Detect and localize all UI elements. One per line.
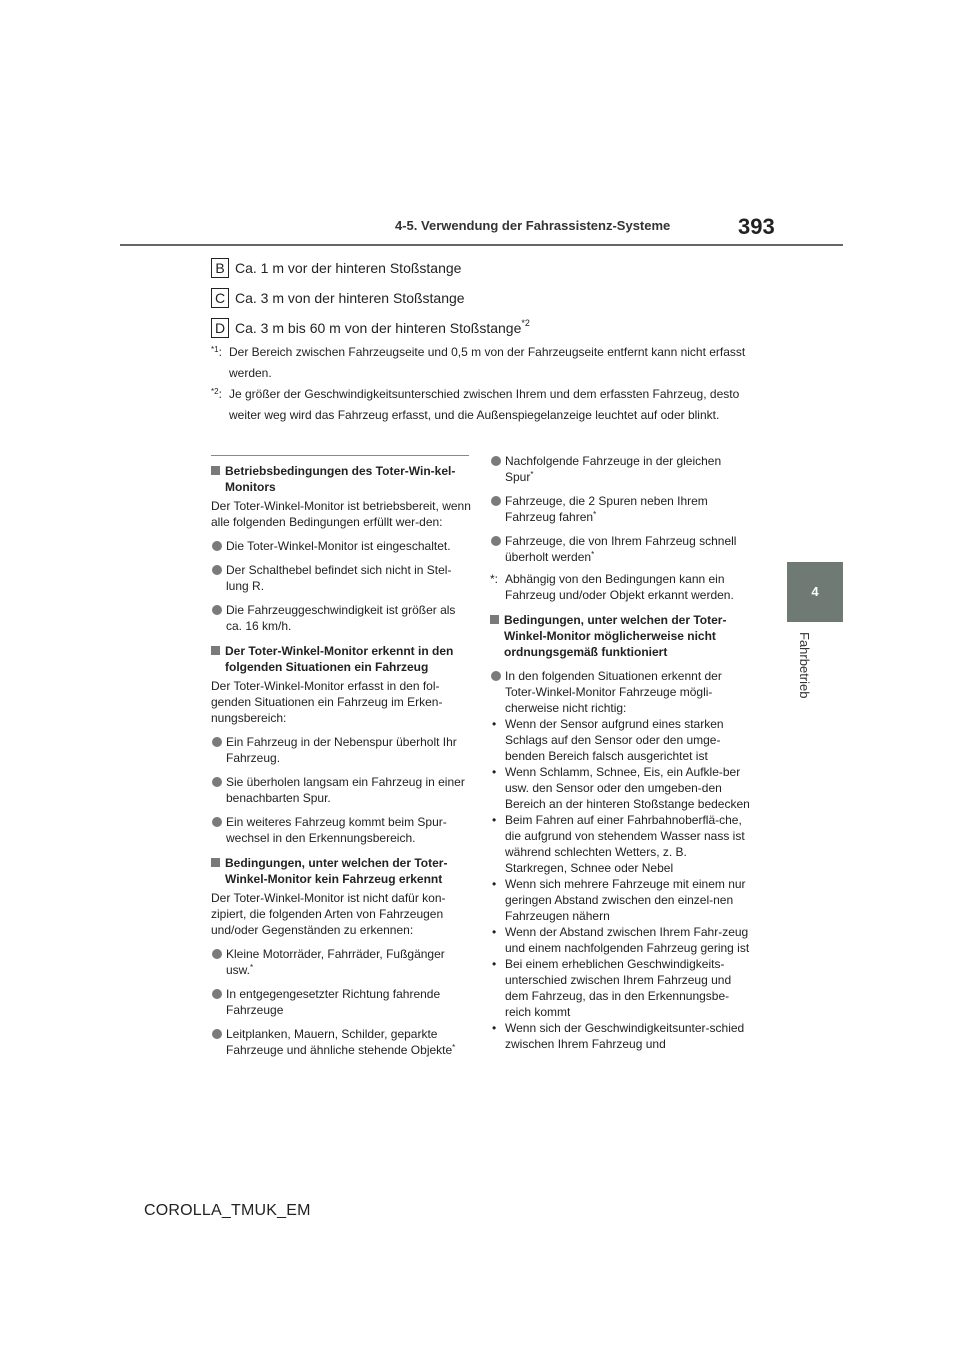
bullet-item: Nachfolgende Fahrzeuge in der gleichen Spur*	[490, 453, 750, 485]
footnote-1-mark: *1	[211, 345, 219, 354]
sub-item: • Wenn der Sensor aufgrund eines starken Schlags auf den Sensor oder den umge-benden Bereich falsch ausgerichtet ist	[492, 717, 724, 763]
right-column	[490, 453, 750, 1052]
sub-item: • Wenn der Abstand zwischen Ihrem Fahr-zeug und einem nachfolgenden Fahrzeug gering ist	[492, 925, 750, 955]
chapter-tab[interactable]: 4	[787, 562, 843, 622]
left-column	[211, 463, 471, 1058]
label-row-c	[211, 288, 465, 308]
section-title: 4-5. Verwendung der Fahrassistenz-Systeme	[395, 218, 671, 233]
label-b-box: B	[211, 258, 229, 278]
bullet-item: Fahrzeuge, die von Ihrem Fahrzeug schnell überholt werden*	[490, 533, 750, 565]
header-rule	[120, 244, 843, 246]
section-heading: Bedingungen, unter welchen der Toter-Winkel-Monitor möglicherweise nicht ordnungsgemäß funktioniert	[490, 612, 750, 660]
bullet-item: Ein weiteres Fahrzeug kommt beim Spur-wechsel in den Erkennungsbereich.	[211, 814, 471, 846]
bullet-item: Der Schalthebel befindet sich nicht in Stel-lung R.	[211, 562, 471, 594]
section-heading: Betriebsbedingungen des Toter-Win-kel-Monitors	[211, 463, 471, 495]
section-heading: Der Toter-Winkel-Monitor erkennt in den folgenden Situationen ein Fahrzeug	[211, 643, 471, 675]
document-code: COROLLA_TMUK_EM	[144, 1202, 311, 1219]
footnote-2-text: Je größer der Geschwindigkeitsunterschied zwischen Ihrem und dem erfassten Fahrzeug, desto weiter weg wird das Fahrzeug erfasst, und die Außenspiegelanzeige leuchtet auf oder blinkt.	[229, 387, 740, 422]
sub-item: • Wenn sich mehrere Fahrzeuge mit einem nur geringen Abstand zwischen den einzel-nen Fahrzeugen nähern	[492, 877, 746, 923]
sub-item: • Beim Fahren auf einer Fahrbahnoberflä-che, die aufgrund von stehendem Wasser nass ist während schlechten Wetters, z. B. Starkregen, Schnee oder Nebel	[492, 813, 745, 875]
bullet-item: Leitplanken, Mauern, Schilder, geparkte Fahrzeuge und ähnliche stehende Objekte*	[211, 1026, 471, 1058]
label-c-text: Ca. 3 m von der hinteren Stoßstange	[235, 290, 465, 306]
label-d-sup: *2	[521, 318, 530, 328]
section-heading: Bedingungen, unter welchen der Toter-Winkel-Monitor kein Fahrzeug erkennt	[211, 855, 471, 887]
label-b-text: Ca. 1 m vor der hinteren Stoßstange	[235, 260, 462, 276]
bullet-item: In entgegengesetzter Richtung fahrende Fahrzeuge	[211, 986, 471, 1018]
footnote-2-mark: *2	[211, 387, 219, 396]
bullet-item: Sie überholen langsam ein Fahrzeug in einer benachbarten Spur.	[211, 774, 471, 806]
label-row-d	[211, 318, 530, 338]
footnote-2: $^{*2}$: Je größer der Geschwindigkeitsunterschied zwischen Ihrem und dem erfassten Fahrzeug, desto weiter weg wird das Fahrzeug erfasst, und die Außenspiegelanzeige leuchtet auf oder blinkt.	[211, 384, 771, 426]
label-row-b	[211, 258, 461, 278]
bullet-item: Kleine Motorräder, Fahrräder, Fußgänger usw.*	[211, 946, 471, 978]
sub-item: • Wenn Schlamm, Schnee, Eis, ein Aufkle-ber usw. den Sensor oder den umgeben-den Bereich an der hinteren Stoßstange bedecken	[492, 765, 750, 811]
bullet-item: Die Toter-Winkel-Monitor ist eingeschaltet.	[211, 538, 471, 554]
page-number: 393	[738, 214, 775, 239]
bullet-item: In den folgenden Situationen erkennt der Toter-Winkel-Monitor Fahrzeuge mögli-cherweise nicht richtig:	[490, 668, 750, 716]
paragraph: Der Toter-Winkel-Monitor ist nicht dafür kon-zipiert, die folgenden Arten von Fahrzeugen und/oder Gegenständen zu erkennen:	[211, 891, 446, 937]
paragraph: Der Toter-Winkel-Monitor ist betriebsbereit, wenn alle folgenden Bedingungen erfüllt wer-den:	[211, 499, 471, 529]
sub-item: • Bei einem erheblichen Geschwindigkeits-unterschied zwischen Ihrem Fahrzeug und dem Fahrzeug, das in den Erkennungsbe-reich kommt	[492, 957, 732, 1019]
footnote-1: $^{*1}$: Der Bereich zwischen Fahrzeugseite und 0,5 m von der Fahrzeugseite entfernt kann nicht erfasst werden.	[211, 342, 771, 384]
footnote-1-text: Der Bereich zwischen Fahrzeugseite und 0,5 m von der Fahrzeugseite entfernt kann nicht erfasst werden.	[229, 345, 746, 380]
column-divider	[211, 455, 469, 456]
label-d-text: Ca. 3 m bis 60 m von der hinteren Stoßstange	[235, 320, 522, 336]
bullet-item: Ein Fahrzeug in der Nebenspur überholt Ihr Fahrzeug.	[211, 734, 471, 766]
bullet-item: Fahrzeuge, die 2 Spuren neben Ihrem Fahrzeug fahren*	[490, 493, 750, 525]
sub-item: • Wenn sich der Geschwindigkeitsunter-schied zwischen Ihrem Fahrzeug und	[492, 1021, 745, 1051]
bullet-item: Die Fahrzeuggeschwindigkeit ist größer als ca. 16 km/h.	[211, 602, 471, 634]
chapter-label: Fahrbetrieb	[797, 632, 812, 699]
column-footnote: *: Abhängig von den Bedingungen kann ein Fahrzeug und/oder Objekt erkannt werden.	[490, 572, 734, 602]
label-d-box: D	[211, 318, 229, 338]
paragraph: Der Toter-Winkel-Monitor erfasst in den fol-genden Situationen ein Fahrzeug im Erken-nungsbereich:	[211, 679, 443, 725]
label-c-box: C	[211, 288, 229, 308]
